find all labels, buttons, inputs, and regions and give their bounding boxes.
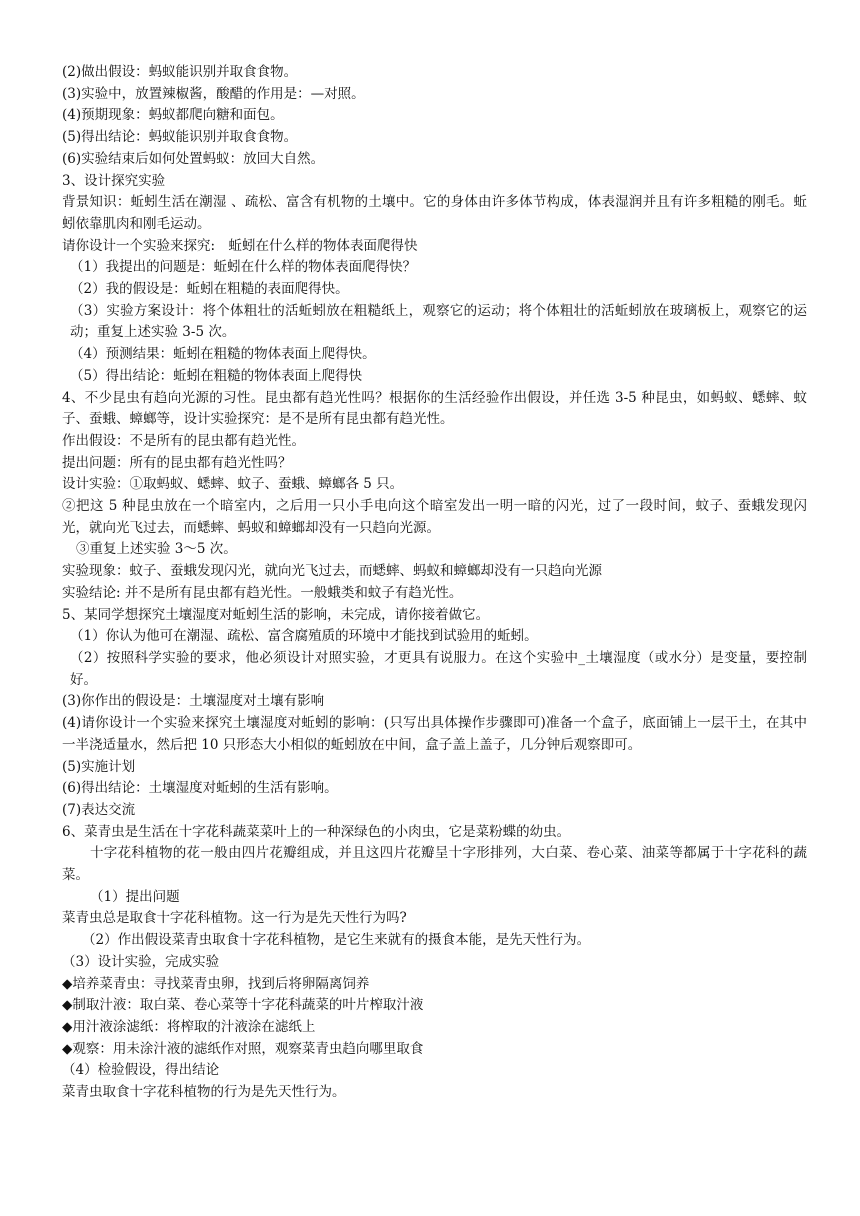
text-line: ③重复上述实验 3～5 次。 xyxy=(76,541,237,558)
text-line: (5)实施计划 xyxy=(62,758,136,775)
text-line: (7)表达交流 xyxy=(62,801,136,818)
bullet-item: ◆用汁液涂滤纸：将榨取的汁液涂在滤纸上 xyxy=(62,1018,316,1035)
bullet-item: ◆制取汁液：取白菜、卷心菜等十字花科蔬菜的叶片榨取汁液 xyxy=(62,997,424,1014)
text-line: （4）检验假设，得出结论 xyxy=(62,1062,220,1079)
text-line: 菜青虫取食十字花科植物的行为是先天性行为。 xyxy=(62,1084,346,1101)
section-heading: 5、某同学想探究土壤湿度对蚯蚓生活的影响，未完成，请你接着做它。 xyxy=(62,606,490,623)
text-line: (3)你作出的假设是：土壤湿度对土壤有影响 xyxy=(62,693,325,710)
text-line: （2）我的假设是：蚯蚓在粗糙的表面爬得快。 xyxy=(70,281,349,298)
section-heading: 4、不少昆虫有趋向光源的习性。昆虫都有趋光性吗？根据你的生活经验作出假设，并任选 3-5 种昆虫，如蚂蚁、蟋蟀、蚊子、蚕蛾、蟑螂等，设计实验探究：是不是所有昆虫都有趋光性。 xyxy=(62,389,807,428)
text-line: (6)得出结论：土壤湿度对蚯蚓的生活有影响。 xyxy=(62,780,338,797)
text-paragraph: (4)请你设计一个实验来探究土壤湿度对蚯蚓的影响：(只写出具体操作步骤即可)准备一个盒子，底面铺上一层干土，在其中一半浇适量水，然后把 10 只形态大小相似的蚯蚓放在中间，盒子盖上盖子，几分钟后观察即可。 xyxy=(62,715,807,753)
text-line: （5）得出结论：蚯蚓在粗糙的物体表面上爬得快 xyxy=(70,367,363,384)
text-line: （4）预测结果：蚯蚓在粗糙的物体表面上爬得快。 xyxy=(70,346,376,363)
text-line: （1）你认为他可在潮湿、疏松、富含腐殖质的环境中才能找到试验用的蚯蚓。 xyxy=(70,628,538,645)
text-line: (6)实验结束后如何处置蚂蚁：放回大自然。 xyxy=(62,150,325,167)
bullet-item: ◆观察：用未涂汁液的滤纸作对照，观察菜青虫趋向哪里取食 xyxy=(62,1040,424,1057)
text-line: 实验现象：蚊子、蚕蛾发现闪光，就向光飞过去，而蟋蟀、蚂蚁和蟑螂却没有一只趋向光源 xyxy=(62,563,602,580)
section-heading: 6、菜青虫是生活在十字花科蔬菜菜叶上的一种深绿色的小肉虫，它是菜粉蝶的幼虫。 xyxy=(62,823,571,840)
section-heading: 3、设计探究实验 xyxy=(62,172,166,189)
text-paragraph: （2）按照科学实验的要求，他必须设计对照实验，才更具有说服力。在这个实验中_土壤湿度（或水分）是变量，要控制好。 xyxy=(70,649,807,688)
text-line: 设计实验：①取蚂蚁、蟋蟀、蚊子、蚕蛾、蟑螂各 5 只。 xyxy=(62,476,404,493)
text-line: 菜青虫总是取食十字花科植物。这一行为是先天性行为吗? xyxy=(62,910,407,927)
text-line: 作出假设：不是所有的昆虫都有趋光性。 xyxy=(62,432,305,449)
text-line: 实验结论: 并不是所有昆虫都有趋光性。一般蛾类和蚊子有趋光性。 xyxy=(62,584,463,601)
text-paragraph: ②把这 5 种昆虫放在一个暗室内，之后用一只小手电向这个暗室发出一明一暗的闪光，过了一段时间，蚊子、蚕蛾发现闪光，就向光飞过去，而蟋蟀、蚂蚁和蟑螂却没有一只趋向光源。 xyxy=(62,498,807,536)
text-paragraph: 十字花科植物的花一般由四片花瓣组成，并且这四片花瓣呈十字形排列，大白菜、卷心菜、油菜等都属于十字花科的蔬菜。 xyxy=(62,845,807,884)
bullet-item: ◆培养菜青虫：寻找菜青虫卵，找到后将卵隔离饲养 xyxy=(62,975,370,992)
text-line: （2）作出假设菜青虫取食十字花科植物，是它生来就有的摄食本能，是先天性行为。 xyxy=(82,932,591,949)
text-line: 提出问题：所有的昆虫都有趋光性吗？ xyxy=(62,454,292,471)
text-line: （3）设计实验，完成实验 xyxy=(62,953,220,970)
text-paragraph: 背景知识：蚯蚓生活在潮湿 、疏松、富含有机物的土壤中。它的身体由许多体节构成，体表湿润并且有许多粗糙的刚毛。蚯蚓依靠肌肉和刚毛运动。 xyxy=(62,194,807,232)
text-line: (2)做出假设：蚂蚁能识别并取食食物。 xyxy=(62,64,298,80)
text-line: 请你设计一个实验来探究: 蚯蚓在什么样的物体表面爬得快 xyxy=(62,237,418,254)
text-line: (5)得出结论：蚂蚁能识别并取食食物。 xyxy=(62,129,298,146)
text-line: (3)实验中，放置辣椒酱，酸醋的作用是：—对照。 xyxy=(62,85,365,102)
text-line: （1）提出问题 xyxy=(90,888,180,905)
document-page xyxy=(62,62,807,1104)
text-line: （1）我提出的问题是：蚯蚓在什么样的物体表面爬得快？ xyxy=(70,259,417,276)
text-paragraph: （3）实验方案设计：将个体粗壮的活蚯蚓放在粗糙纸上，观察它的运动；将个体粗壮的活蚯蚓放在玻璃板上，观察它的运动；重复上述实验 3-5 次。 xyxy=(70,302,807,341)
text-line: (4)预期现象：蚂蚁都爬向糖和面包。 xyxy=(62,107,284,124)
